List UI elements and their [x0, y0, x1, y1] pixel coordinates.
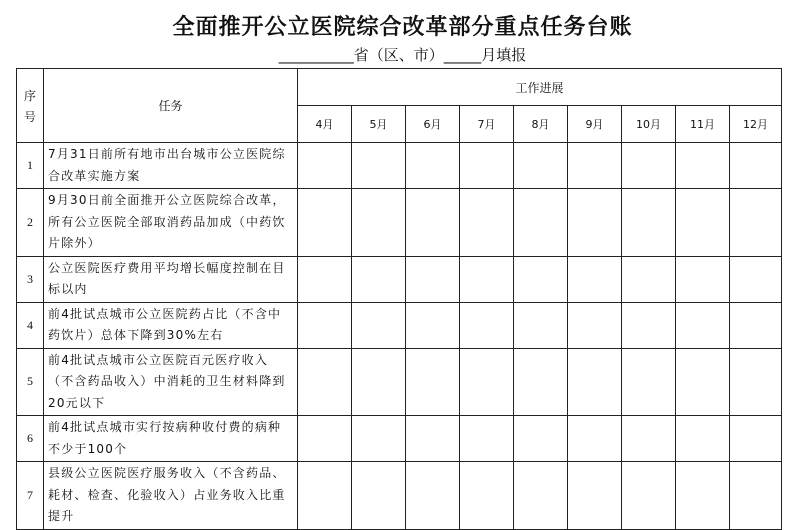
- progress-cell[interactable]: [406, 462, 460, 530]
- table-row: [17, 416, 782, 462]
- row-task: 县级公立医院医疗服务收入（不含药品、耗材、检查、化验收入）占业务收入比重提升: [44, 462, 298, 530]
- progress-cell[interactable]: [514, 416, 568, 462]
- progress-cell[interactable]: [730, 462, 782, 530]
- progress-cell[interactable]: [676, 256, 730, 302]
- progress-cell[interactable]: [406, 143, 460, 189]
- progress-cell[interactable]: [730, 348, 782, 416]
- row-task: 前4批试点城市公立医院百元医疗收入（不含药品收入）中消耗的卫生材料降到20元以下: [44, 348, 298, 416]
- progress-cell[interactable]: [622, 143, 676, 189]
- row-task: 前4批试点城市实行按病种收付费的病种不少于100个: [44, 416, 298, 462]
- progress-cell[interactable]: [406, 302, 460, 348]
- progress-cell[interactable]: [514, 348, 568, 416]
- header-progress: 工作进展: [298, 69, 782, 106]
- progress-cell[interactable]: [298, 348, 352, 416]
- progress-cell[interactable]: [676, 416, 730, 462]
- progress-cell[interactable]: [514, 189, 568, 257]
- row-seq: 1: [17, 143, 44, 189]
- header-month: 7月: [460, 106, 514, 143]
- progress-cell[interactable]: [676, 189, 730, 257]
- header-task: 任务: [44, 69, 298, 143]
- table-row: [17, 189, 782, 257]
- progress-cell[interactable]: [460, 189, 514, 257]
- progress-cell[interactable]: [568, 143, 622, 189]
- progress-cell[interactable]: [514, 302, 568, 348]
- header-month: 10月: [622, 106, 676, 143]
- row-seq: 4: [17, 302, 44, 348]
- progress-cell[interactable]: [352, 348, 406, 416]
- row-task: 9月30日前全面推开公立医院综合改革，所有公立医院全部取消药品加成（中药饮片除外）: [44, 189, 298, 257]
- progress-cell[interactable]: [406, 189, 460, 257]
- progress-cell[interactable]: [406, 416, 460, 462]
- progress-cell[interactable]: [460, 462, 514, 530]
- progress-cell[interactable]: [298, 416, 352, 462]
- progress-cell[interactable]: [622, 302, 676, 348]
- header-month: 6月: [406, 106, 460, 143]
- progress-cell[interactable]: [352, 462, 406, 530]
- progress-cell[interactable]: [730, 302, 782, 348]
- row-seq: 6: [17, 416, 44, 462]
- table-row: [17, 348, 782, 416]
- progress-cell[interactable]: [352, 302, 406, 348]
- progress-cell[interactable]: [352, 189, 406, 257]
- header-month: 12月: [730, 106, 782, 143]
- header-month: 4月: [298, 106, 352, 143]
- row-seq: 3: [17, 256, 44, 302]
- header-seq-line1: 序: [23, 88, 36, 103]
- header-seq: [17, 69, 44, 143]
- header-month: 11月: [676, 106, 730, 143]
- progress-cell[interactable]: [622, 462, 676, 530]
- row-seq: 7: [17, 462, 44, 530]
- progress-cell[interactable]: [298, 462, 352, 530]
- progress-cell[interactable]: [298, 189, 352, 257]
- row-seq: 5: [17, 348, 44, 416]
- progress-cell[interactable]: [460, 416, 514, 462]
- progress-cell[interactable]: [352, 143, 406, 189]
- row-task: 公立医院医疗费用平均增长幅度控制在目标以内: [44, 256, 298, 302]
- header-seq-line2: 号: [23, 109, 36, 124]
- progress-cell[interactable]: [730, 189, 782, 257]
- progress-cell[interactable]: [676, 302, 730, 348]
- task-ledger-table: [16, 68, 782, 530]
- progress-cell[interactable]: [298, 256, 352, 302]
- progress-cell[interactable]: [298, 302, 352, 348]
- table-row: [17, 302, 782, 348]
- progress-cell[interactable]: [298, 143, 352, 189]
- row-task: 前4批试点城市公立医院药占比（不含中药饮片）总体下降到30%左右: [44, 302, 298, 348]
- progress-cell[interactable]: [676, 462, 730, 530]
- header-month: 9月: [568, 106, 622, 143]
- progress-cell[interactable]: [460, 256, 514, 302]
- progress-cell[interactable]: [568, 256, 622, 302]
- progress-cell[interactable]: [460, 348, 514, 416]
- progress-cell[interactable]: [676, 348, 730, 416]
- row-seq: 2: [17, 189, 44, 257]
- progress-cell[interactable]: [514, 462, 568, 530]
- progress-cell[interactable]: [730, 416, 782, 462]
- progress-cell[interactable]: [568, 462, 622, 530]
- progress-cell[interactable]: [622, 189, 676, 257]
- progress-cell[interactable]: [514, 143, 568, 189]
- progress-cell[interactable]: [352, 256, 406, 302]
- progress-cell[interactable]: [622, 348, 676, 416]
- header-month: 5月: [352, 106, 406, 143]
- progress-cell[interactable]: [730, 143, 782, 189]
- progress-cell[interactable]: [460, 302, 514, 348]
- table-row: [17, 256, 782, 302]
- progress-cell[interactable]: [406, 256, 460, 302]
- progress-cell[interactable]: [730, 256, 782, 302]
- progress-cell[interactable]: [568, 416, 622, 462]
- table-row: [17, 143, 782, 189]
- progress-cell[interactable]: [460, 143, 514, 189]
- progress-cell[interactable]: [352, 416, 406, 462]
- table-row: [17, 462, 782, 530]
- row-task: 7月31日前所有地市出台城市公立医院综合改革实施方案: [44, 143, 298, 189]
- progress-cell[interactable]: [622, 256, 676, 302]
- progress-cell[interactable]: [568, 189, 622, 257]
- progress-cell[interactable]: [676, 143, 730, 189]
- progress-cell[interactable]: [568, 348, 622, 416]
- progress-cell[interactable]: [406, 348, 460, 416]
- document-title: 全面推开公立医院综合改革部分重点任务台账: [172, 15, 633, 40]
- progress-cell[interactable]: [622, 416, 676, 462]
- progress-cell[interactable]: [514, 256, 568, 302]
- progress-cell[interactable]: [568, 302, 622, 348]
- document-subtitle: __________省（区、市）_____月填报: [278, 46, 527, 64]
- header-month: 8月: [514, 106, 568, 143]
